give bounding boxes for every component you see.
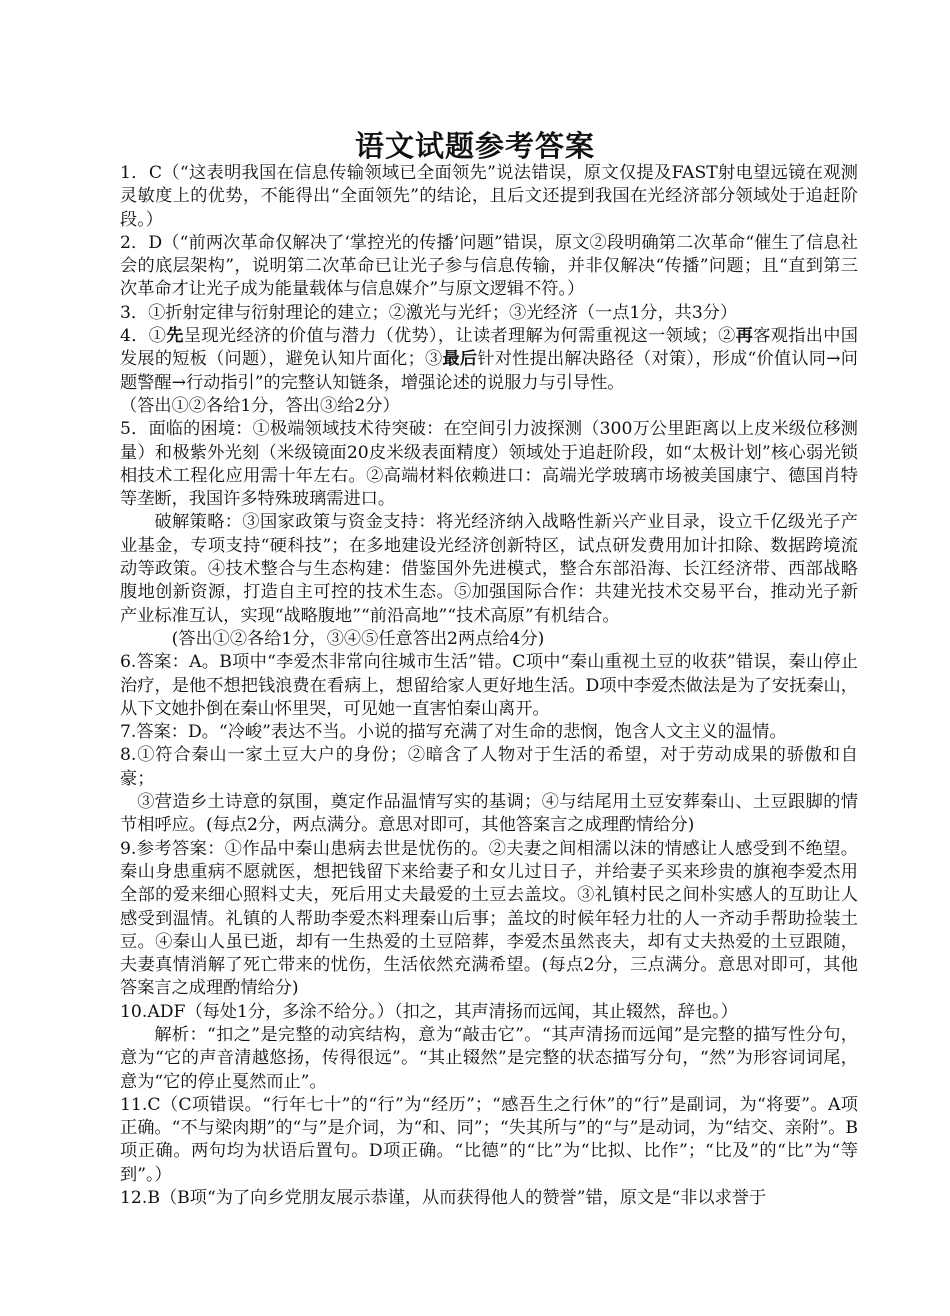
keyword-finally: 最后 (442, 349, 478, 370)
answer-q10-analysis: 解析：“扣之”是完整的动宾结构，意为“敲击它”。“其声清扬而远闻”是完整的描写性分句，意为“它的声音清越悠扬，传得很远”。“其止辍然”是完整的状态描写分句，“然”为形容词词尾，意为“它的停止戛然而止”。 (120, 1024, 858, 1092)
answer-q4-score: （答出①②各给1分，答出③给2分） (120, 395, 400, 416)
answer-q3: 3．①折射定律与衍射理论的建立；②激光与光纤；③光经济（一点1分，共3分） (120, 302, 738, 323)
answer-q4-part1: 4．① (120, 326, 167, 347)
keyword-then: 再 (735, 326, 754, 347)
answer-q11: 11.C（C项错误。“行年七十”的“行”为“经历”；“感吾生之行休”的“行”是副词，为“将要”。A项正确。“不与梁肉期”的“与”是介词，为“和、同”；“失其所与”的“与”是动词，为“结交、亲附”。B项正确。两句均为状语后置句。D项正确。“比德”的“比”为“比拟、比作”；“比及”的“比”为“等到”。） (120, 1094, 858, 1185)
answer-q6: 6.答案：A。B项中“李爱杰非常向往城市生活”错。C项中“秦山重视土豆的收获”错误，秦山停止治疗，是他不想把钱浪费在看病上，想留给家人更好地生活。D项中李爱杰做法是为了安抚秦山，从下文她扑倒在秦山怀里哭，可见她一直害怕秦山离开。 (120, 652, 858, 719)
answer-q12: 12.B（B项“为了向乡党朋友展示恭谨，从而获得他人的赞誉”错，原文是“非以求誉于 (120, 1188, 767, 1209)
answer-body (120, 162, 858, 1210)
answer-q1: 1．C（“这表明我国在信息传输领域已全面领先”说法错误，原文仅提及FAST射电望远镜在观测灵敏度上的优势，不能得出“全面领先”的结论，且后文还提到我国在光经济部分领域处于追赶阶段。） (120, 163, 858, 230)
answer-q9: 9.参考答案：①作品中秦山患病去世是忧伤的。②夫妻之间相濡以沫的情感让人感受到不绝望。秦山身患重病不愿就医，想把钱留下来给妻子和女儿过日子，并给妻子买来珍贵的旗袍李爱杰用全部的爱来细心照料丈夫，死后用丈夫最爱的土豆去盖坟。③礼镇村民之间朴实感人的互助让人感受到温情。礼镇的人帮助李爱杰料理秦山后事；盖坟的时候年轻力壮的人一齐动手帮助捡装土豆。④秦山人虽已逝，却有一生热爱的土豆陪葬，李爱杰虽然丧夫，却有丈夫热爱的土豆跟随，夫妻真情消解了死亡带来的忧伤，生活依然充满希望。(每点2分，三点满分。意思对即可，其他答案言之成理酌情给分) (120, 838, 858, 999)
answer-q5-score: (答出①②各给1分，③④⑤任意答出2两点给4分) (171, 628, 545, 649)
answer-q8-part1: 8.①符合秦山一家土豆大户的身份；②暗含了人物对于生活的希望，对于劳动成果的骄傲和自豪； (120, 745, 858, 789)
answer-q10: 10.ADF（每处1分，多涂不给分。）（扣之，其声清扬而远闻，其止辍然，辞也。） (120, 1001, 738, 1022)
answer-q4-part2: 呈现光经济的价值与潜力（优势），让读者理解为何需重视这一领域；② (183, 326, 736, 347)
answer-q5-strategies: 破解策略：③国家政策与资金支持：将光经济纳入战略性新兴产业目录，设立千亿级光子产业基金，专项支持“硬科技”；在多地建设光经济创新特区，试点研发费用加计扣除、数据跨境流动等政策。④技术整合与生态构建：借鉴国外先进模式，整合东部沿海、长江经济带、西部战略腹地创新资源，打造自主可控的技术生态。⑤加强国际合作：共建光技术交易平台，推动光子新产业标准互认，实现“战略腹地”“前沿高地”“技术高原”有机结合。 (120, 512, 858, 626)
page-title: 语文试题参考答案 (354, 129, 595, 163)
answer-q4-part4: 针对性提出解决路径（对策），形成“价值认同→问题警醒→行动指引”的完整认知链条，增强论述的说服力与引导性。 (120, 349, 858, 393)
answer-q5-difficulties: 5．面临的困境：①极端领域技术待突破：在空间引力波探测（300万公里距离以上皮米级位移测量）和极紫外光刻（米级镜面20皮米级表面精度）领域处于追赶阶段，如“太极计划”核心弱光锁相技术工程化应用需十年左右。②高端材料依赖进口：高端光学玻璃市场被美国康宁、德国肖特等垄断，我国许多特殊玻璃需进口。 (120, 419, 858, 510)
answer-q7: 7.答案：D。“冷峻”表达不当。小说的描写充满了对生命的悲悯，饱含人文主义的温情。 (120, 722, 787, 743)
keyword-first: 先 (166, 326, 184, 347)
answer-q8-part2: ③营造乡土诗意的氛围，奠定作品温情写实的基调；④与结尾用土豆安葬秦山、土豆跟脚的情节相呼应。(每点2分，两点满分。意思对即可，其他答案言之成理酌情给分) (120, 792, 858, 836)
answer-q4-part3: 客观指出中国发展的短板（问题），避免认知片面化；③ (120, 326, 858, 370)
answer-q2: 2．D（“前两次革命仅解决了‘掌控光的传播’问题”错误，原文②段明确第二次革命“催生了信息社会的底层架构”，说明第二次革命已让光子参与信息传输，并非仅解决“传播”问题；且“直到第三次革命才让光子成为能量载体与信息媒介”与原文逻辑不符。） (120, 232, 858, 300)
answer-q4 (120, 325, 858, 395)
